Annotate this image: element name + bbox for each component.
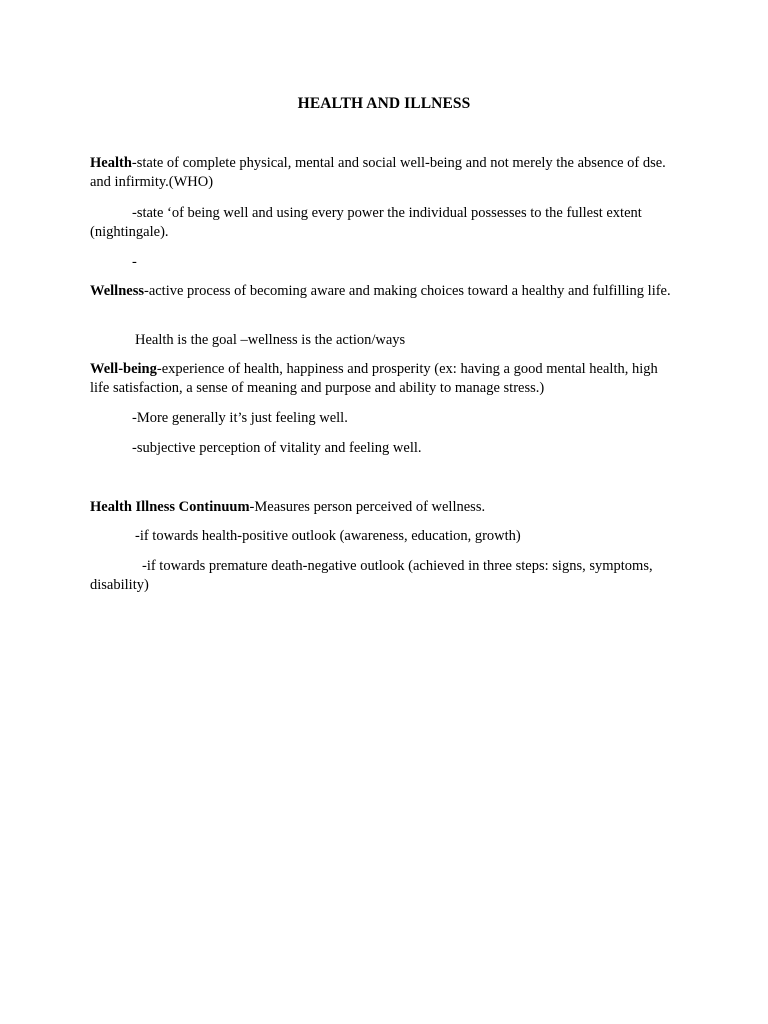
continuum-definition	[90, 498, 680, 517]
continuum-term: Health Illness Continuum	[90, 499, 250, 515]
wellbeing-note-1: -More generally it’s just feeling well.	[132, 410, 348, 426]
continuum-definition-text: -Measures person perceived of wellness.	[249, 499, 486, 515]
wellbeing-note-2: -subjective perception of vitality and feeling well.	[132, 440, 422, 456]
wellness-note: Health is the goal –wellness is the action/ways	[135, 332, 406, 348]
page-title: HEALTH AND ILLNESS	[297, 95, 471, 112]
wellness-term: Wellness	[90, 283, 144, 299]
continuum-point-2: -if towards premature death-negative outlook (achieved in three steps: signs, symptoms, disability)	[90, 558, 653, 593]
health-term: Health	[90, 155, 132, 171]
wellness-definition	[90, 282, 680, 301]
wellbeing-definition	[90, 360, 680, 398]
wellbeing-term: Well-being	[90, 361, 157, 377]
continuum-point-1: -if towards health-positive outlook (awareness, education, growth)	[135, 528, 521, 544]
wellbeing-definition-text: -experience of health, happiness and prosperity (ex: having a good mental health, high life satisfaction, a sense of meaning and purpose and ability to manage stress.)	[90, 361, 658, 396]
wellness-definition-text: -active process of becoming aware and making choices toward a healthy and fulfilling life.	[143, 283, 671, 299]
health-definition	[90, 154, 680, 192]
health-definition-text: -state of complete physical, mental and social well-being and not merely the absence of dse. and infirmity.(WHO)	[90, 155, 666, 190]
health-alt-definition: -state ‘of being well and using every power the individual possesses to the fullest extent (nightingale).	[90, 205, 642, 240]
health-dash: -	[132, 254, 137, 270]
